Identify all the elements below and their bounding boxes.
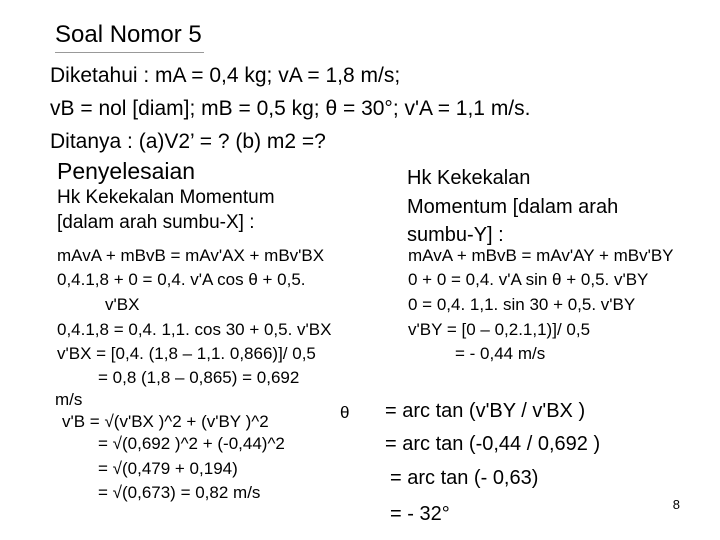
solution-heading: Penyelesaian <box>57 158 196 184</box>
x-equation-5: = 0,8 (1,8 – 0,865) = 0,692 <box>98 368 300 387</box>
y-momentum-title-2: Momentum [dalam arah <box>407 196 619 218</box>
slide-title: Soal Nomor 5 <box>55 18 204 53</box>
theta-symbol: θ <box>340 403 350 422</box>
given-line-2: vB = nol [diam]; mB = 0,5 kg; θ = 30°; v'A = 1,1 m/s. <box>50 97 531 120</box>
angle-line-2: = arc tan (-0,44 / 0,692 ) <box>385 433 601 455</box>
vb-equation-3: = √(0,479 + 0,194) <box>98 459 238 478</box>
angle-line-1: = arc tan (v'BY / v'BX ) <box>385 400 586 422</box>
vb-equation-1: v'B = √(v'BX )^2 + (v'BY )^2 <box>62 412 269 431</box>
y-equation-2: 0 + 0 = 0,4. v'A sin θ + 0,5. v'BY <box>408 270 649 289</box>
y-equation-1: mAvA + mBvB = mAv'AY + mBv'BY <box>408 246 674 265</box>
vb-equation-4: = √(0,673) = 0,82 m/s <box>98 483 261 502</box>
x-momentum-title-1: Hk Kekekalan Momentum <box>57 187 275 208</box>
x-momentum-title-2: [dalam arah sumbu-X] : <box>57 212 255 233</box>
angle-result: = - 32° <box>390 503 450 525</box>
y-momentum-title-3: sumbu-Y] : <box>407 224 504 246</box>
y-equation-3: 0 = 0,4. 1,1. sin 30 + 0,5. v'BY <box>408 295 636 314</box>
given-line-1: Diketahui : mA = 0,4 kg; vA = 1,8 m/s; <box>50 64 401 87</box>
y-momentum-title-1: Hk Kekekalan <box>407 167 531 189</box>
y-equation-4: v'BY = [0 – 0,2.1,1)]/ 0,5 <box>408 320 591 339</box>
x-equation-3: 0,4.1,8 = 0,4. 1,1. cos 30 + 0,5. v'BX <box>57 320 332 339</box>
question-line: Ditanya : (a)V2’ = ? (b) m2 =? <box>50 130 326 153</box>
unit-label: m/s <box>55 390 83 409</box>
x-equation-4: v'BX = [0,4. (1,8 – 1,1. 0,866)]/ 0,5 <box>57 344 316 363</box>
x-equation-1: mAvA + mBvB = mAv'AX + mBv'BX <box>57 246 325 265</box>
x-equation-2-cont: v'BX <box>105 295 140 314</box>
x-equation-2: 0,4.1,8 + 0 = 0,4. v'A cos θ + 0,5. <box>57 270 306 289</box>
angle-line-3: = arc tan (- 0,63) <box>390 467 539 489</box>
page-number: 8 <box>672 497 680 512</box>
vb-equation-2: = √(0,692 )^2 + (-0,44)^2 <box>98 434 285 453</box>
y-equation-5: = - 0,44 m/s <box>455 344 546 363</box>
